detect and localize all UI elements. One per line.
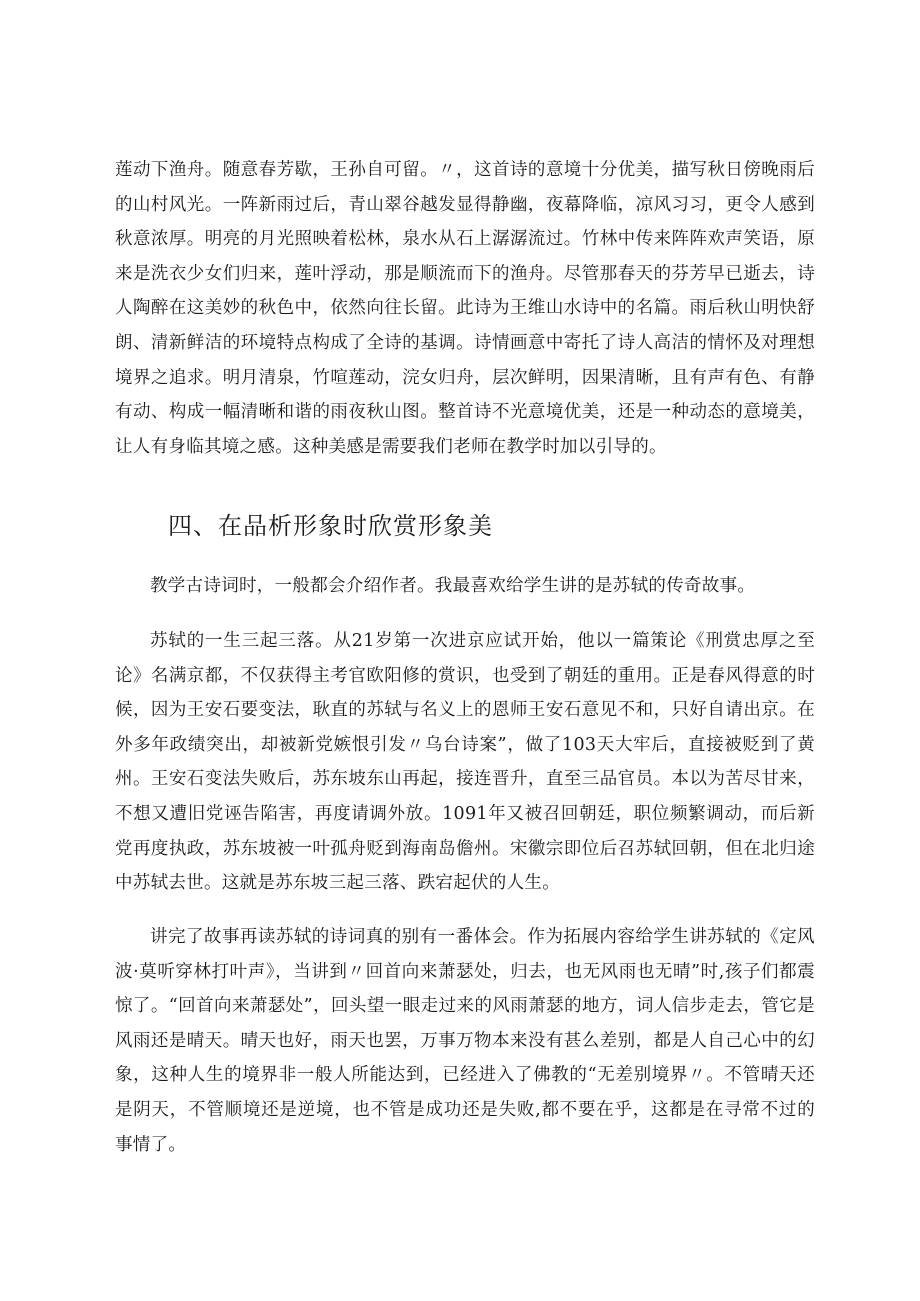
paragraph-continued: 莲动下渔舟。随意春芳歇，王孙自可留。〃，这首诗的意境十分优美，描写秋日傍晚雨后的山村风光。一阵新雨过后，青山翠谷越发显得静幽，夜幕降临，凉风习习，更令人感到秋意浓厚。明亮的月光照映着松林，泉水从石上潺潺流过。竹林中传来阵阵欢声笑语，原来是洗衣少女们归来，莲叶浮动，那是顺流而下的渔舟。尽管那春天的芬芳早已逝去，诗人陶醉在这美妙的秋色中，依然向往长留。此诗为王维山水诗中的名篇。雨后秋山明快舒朗、清新鲜洁的环境特点构成了全诗的基调。诗情画意中寄托了诗人高洁的情怀及对理想境界之追求。明月清泉，竹喧莲动，浣女归舟，层次鲜明，因果清晰，且有声有色、有静有动、构成一幅清晰和谐的雨夜秋山图。整首诗不光意境优美，还是一种动态的意境美，让人有身临其境之感。这种美感是需要我们老师在教学时加以引导的。 (115, 160, 815, 457)
paragraph-intro: 教学古诗词时，一般都会介绍作者。我最喜欢给学生讲的是苏轼的传奇故事。 (150, 576, 756, 596)
section-heading: 四、在品析形象时欣赏形象美 (168, 512, 493, 540)
paragraph-biography: 苏轼的一生三起三落。从21岁第一次进京应试开始，他以一篇策论《刑赏忠厚之至论》名满京都，不仅获得主考官欧阳修的赏识，也受到了朝廷的重用。正是春风得意的时候，因为王安石要变法，耿直的苏轼与名义上的恩师王安石意见不和，只好自请出京。在外多年政绩突出，却被新党嫉恨引发〃乌台诗案”，做了103天大牢后，直接被贬到了黄州。王安石变法失败后，苏东坡东山再起，接连晋升，直至三品官员。本以为苦尽甘来，不想又遭旧党诬告陷害，再度请调外放。1091年又被召回朝廷，职位频繁调动，而后新党再度执政，苏东坡被一叶孤舟贬到海南岛儋州。宋徽宗即位后召苏轼回朝，但在北归途中苏轼去世。这就是苏东坡三起三落、跌宕起伏的人生。 (115, 631, 815, 894)
paragraph-poem: 讲完了故事再读苏轼的诗词真的别有一番体会。作为拓展内容给学生讲苏轼的《定风波·莫听穿林打叶声》，当讲到〃回首向来萧瑟处，归去，也无风雨也无晴”时,孩子们都震惊了。“回首向来萧瑟处”，回头望一眼走过来的风雨萧瑟的地方，词人信步走去，管它是风雨还是晴天。晴天也好，雨天也罢，万事万物本来没有甚么差别，都是人自己心中的幻象，这种人生的境界非一般人所能达到，已经进入了佛教的“无差别境界〃。不管晴天还是阴天，不管顺境还是逆境，也不管是成功还是失败,都不要在乎，这都是在寻常不过的事情了。 (115, 927, 815, 1155)
